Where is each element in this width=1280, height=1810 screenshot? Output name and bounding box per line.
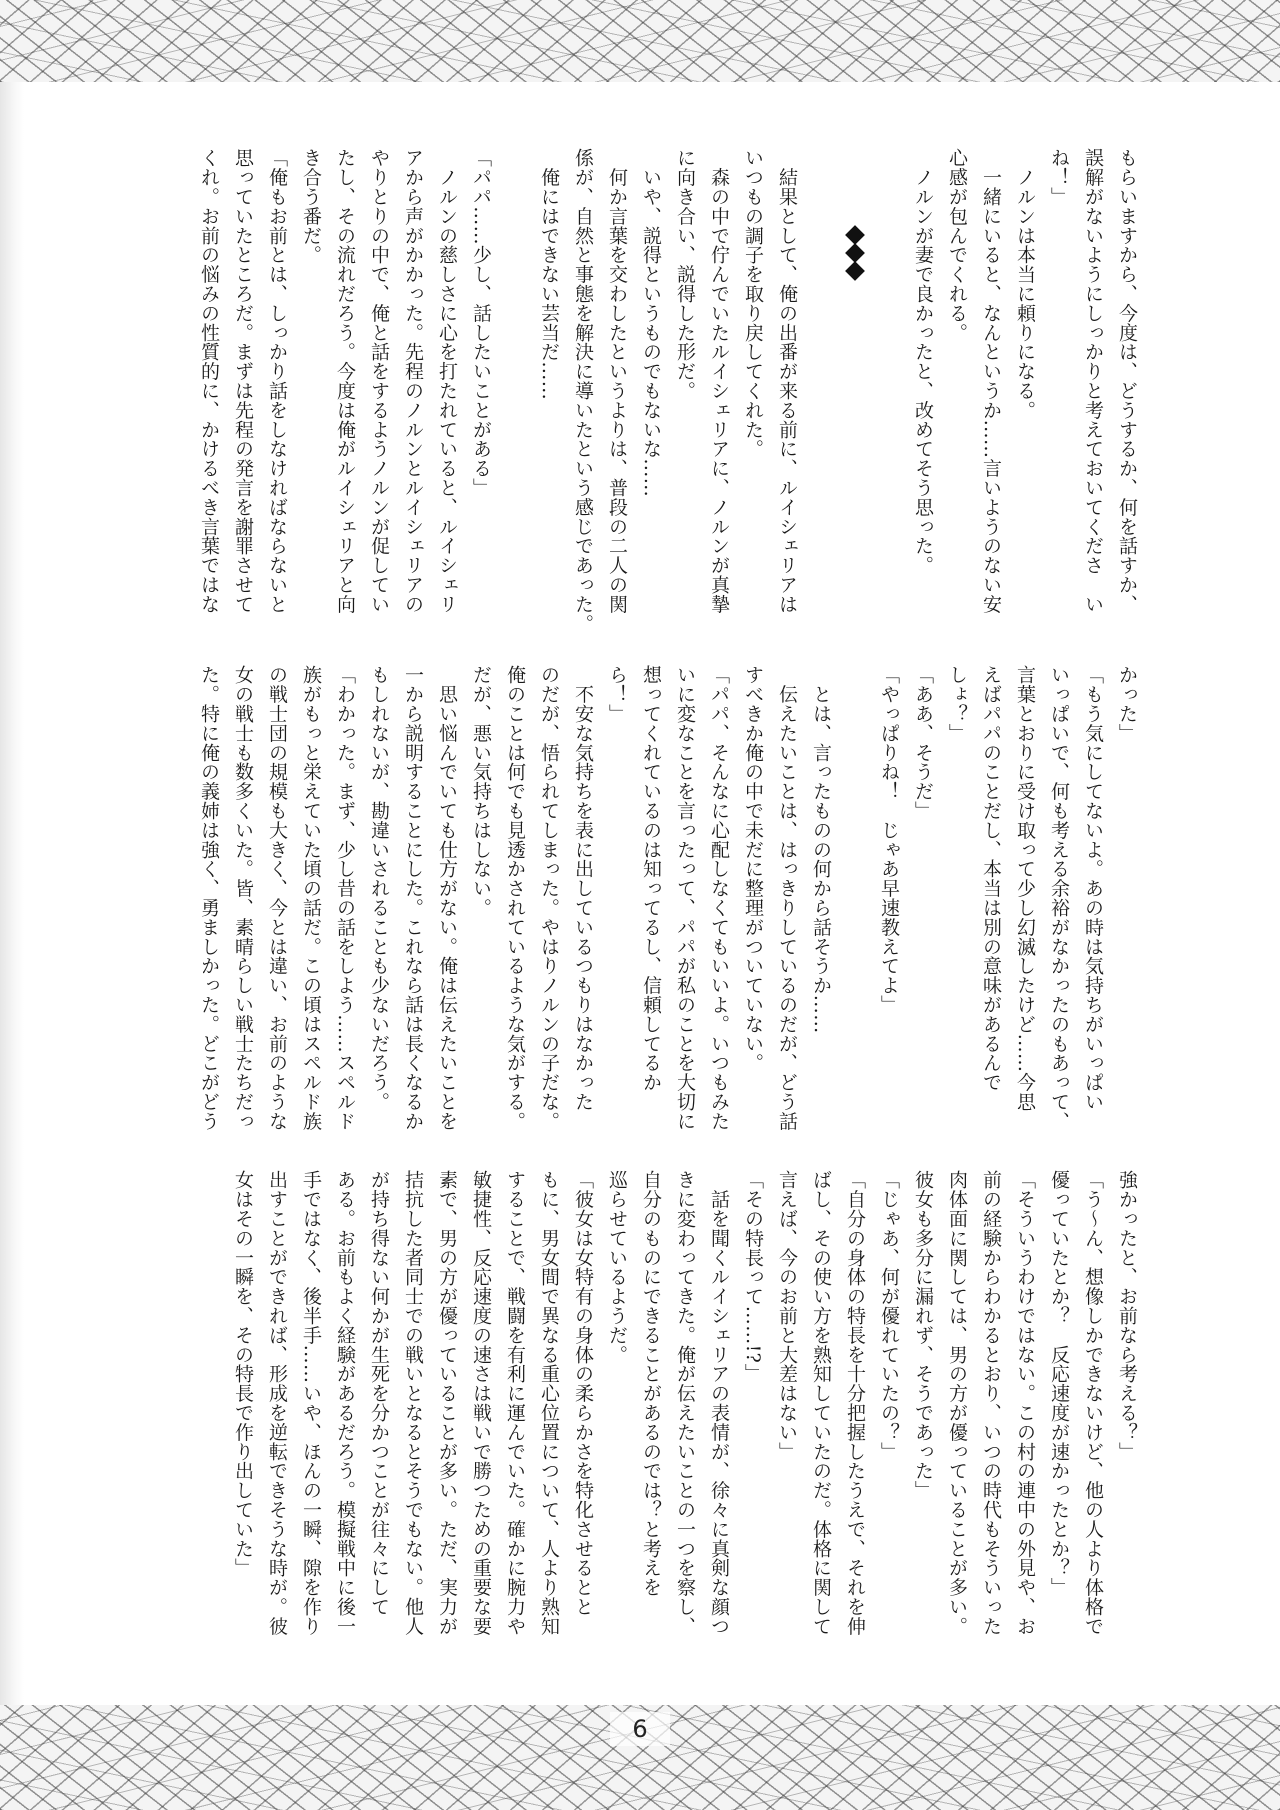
text-line: 「そういうわけではない。この村の連中の外見や、お — [1014, 1170, 1036, 1636]
diamond-icon — [845, 225, 865, 245]
text-line: 言葉とおりに受け取って少し幻滅したけど……今思 — [1014, 665, 1036, 1112]
text-line: 一から説明することにした。これなら話は長くなるか — [402, 665, 424, 1131]
text-line: たし、その流れだろう。今度は俺がルイシェリアと向 — [334, 148, 356, 614]
text-line: 「ああ、そうだ」 — [912, 665, 934, 821]
text-line: 「もう気にしてないよ。あの時は気持ちがいっぱい — [1082, 665, 1104, 1112]
text-line: ら！」 — [606, 665, 628, 724]
text-line: 伝えたいことは、はっきりしているのだが、どう話 — [776, 665, 798, 1131]
text-line: 女はその一瞬を、その特長で作り出していた」 — [232, 1170, 254, 1578]
text-line: ノルンは本当に頼りになる。 — [1014, 148, 1036, 420]
text-line: 「彼女は女特有の身体の柔らかさを特化させるとと — [572, 1170, 594, 1617]
section-break-ornament — [842, 148, 868, 648]
text-tier-3 — [150, 1170, 1140, 1685]
text-line: 係が、自然と事態を解決に導いたという感じであった。 — [572, 148, 594, 633]
text-line: の戦士団の規模も大きく、今とは違い、お前のような — [266, 665, 288, 1131]
text-line: 思い悩んでいても仕方がない。俺は伝えたいことを — [436, 665, 458, 1131]
text-line: しょ？」 — [946, 665, 968, 743]
text-line: 想ってくれているのは知ってるし、信頼してるか — [640, 665, 662, 1092]
page-binding-shadow — [0, 0, 24, 1810]
text-line: くれ。お前の悩みの性質的に、かけるべき言葉ではな — [198, 148, 220, 614]
text-line: 話を聞くルイシェリアの表情が、徐々に真剣な顔つ — [708, 1170, 730, 1636]
text-line: 前の経験からわかるとおり、いつの時代もそういった — [980, 1170, 1002, 1636]
text-line: とは、言ったものの何から話そうか…… — [810, 665, 832, 1034]
text-line: いつもの調子を取り戻してくれた。 — [742, 148, 764, 459]
text-line: 出すことができれば、形成を逆転できそうな時が。彼 — [266, 1170, 288, 1636]
text-line: 森の中で佇んでいたルイシェリアに、ノルンが真摯 — [708, 148, 730, 614]
text-line: が持ち得ない何かが生死を分かつことが往々にして — [368, 1170, 390, 1617]
text-line: き合う番だ。 — [300, 148, 322, 265]
text-line: いっぱいで、何も考える余裕がなかったのもあって、 — [1048, 665, 1070, 1131]
text-tier-2 — [150, 665, 1140, 1135]
text-line: 肉体面に関しては、男の方が優っていることが多い。 — [946, 1170, 968, 1636]
text-line: 「わかった。まず、少し昔の話をしよう……スペルド — [334, 665, 356, 1131]
text-line: アから声がかかった。先程のノルンとルイシェリアの — [402, 148, 424, 614]
text-line: もらいますから、今度は、どうするか、何を話すか、 — [1116, 148, 1138, 614]
text-line: 「じゃあ、何が優れていたの？」 — [878, 1170, 900, 1461]
text-line: 「やっぱりね！ じゃあ早速教えてよ」 — [878, 665, 900, 1015]
text-line: 何か言葉を交わしたというよりは、普段の二人の関 — [606, 148, 628, 614]
text-line: ノルンが妻で良かったと、改めてそう思った。 — [912, 148, 934, 575]
text-line: 俺にはできない芸当だ…… — [538, 148, 560, 401]
text-line: 結果として、俺の出番が来る前に、ルイシェリアは — [776, 148, 798, 614]
text-line: 心感が包んでくれる。 — [946, 148, 968, 342]
text-line: えばパパのことだし、本当は別の意味があるんで — [980, 665, 1002, 1092]
text-line: 女の戦士も数多くいた。皆、素晴らしい戦士たちだっ — [232, 665, 254, 1131]
text-line: ね！」 — [1048, 148, 1070, 207]
text-line: 巡らせているようだ。 — [606, 1170, 628, 1364]
text-line: た。特に俺の義姉は強く、勇ましかった。どこがどう — [198, 665, 220, 1131]
text-line: 優っていたとか？ 反応速度が速かったとか？」 — [1048, 1170, 1070, 1597]
top-decorative-band — [0, 0, 1280, 82]
text-line: することで、戦闘を有利に運んでいた。確かに腕力や — [504, 1170, 526, 1636]
text-line: 敏捷性、反応速度の速さは戦いで勝つための重要な要 — [470, 1170, 492, 1636]
text-line: やりとりの中で、俺と話をするようノルンが促してい — [368, 148, 390, 614]
text-line: かった」 — [1116, 665, 1138, 743]
text-line: に向き合い、説得した形だ。 — [674, 148, 696, 401]
text-line: 思っていたところだ。まずは先程の発言を謝罪させて — [232, 148, 254, 614]
text-line: 手ではなく、後半手……いや、ほんの一瞬、隙を作り — [300, 1170, 322, 1636]
text-line: 拮抗した者同士での戦いとなるとそうでもない。他人 — [402, 1170, 424, 1636]
text-line: 強かったと、お前なら考える？」 — [1116, 1170, 1138, 1461]
text-line: 誤解がないようにしっかりと考えておいてくださ い — [1082, 148, 1104, 614]
text-line: 俺のことは何でも見透かされているような気がする。 — [504, 665, 526, 1131]
text-line: だが、悪い気持ちはしない。 — [470, 665, 492, 918]
text-line: 一緒にいると、なんというか……言いようのない安 — [980, 148, 1002, 614]
text-line: 自分のものにできることがあるのでは？と考えを — [640, 1170, 662, 1597]
text-line: すべきか俺の中で未だに整理がついていない。 — [742, 665, 764, 1073]
text-line: もに、男女間で異なる重心位置について、人より熟知 — [538, 1170, 560, 1636]
text-line: 「俺もお前とは、しっかり話をしなければならないと — [266, 148, 288, 614]
text-line: ある。お前もよく経験があるだろう。模擬戦中に後一 — [334, 1170, 356, 1636]
page-number: 6 — [610, 1712, 670, 1746]
text-line: のだが、悟られてしまった。やはりノルンの子だな。 — [538, 665, 560, 1131]
text-line: 不安な気持ちを表に出しているつもりはなかった — [572, 665, 594, 1112]
text-line: きに変わってきた。俺が伝えたいことの一つを察し、 — [674, 1170, 696, 1636]
text-line: 「パパ……少し、話したいことがある」 — [470, 148, 492, 498]
text-line: 族がもっと栄えていた頃の話だ。この頃はスペルド族 — [300, 665, 322, 1131]
text-line: 素で、男の方が優っていることが多い。ただ、実力が — [436, 1170, 458, 1636]
text-line: ノルンの慈しさに心を打たれていると、ルイシェリ — [436, 148, 458, 614]
text-line: 「パパ、そんなに心配しなくてもいいよ。いつもみた — [708, 665, 730, 1131]
text-line: いや、説得というものでもないな…… — [640, 148, 662, 498]
diamond-icon — [845, 243, 865, 263]
diamond-icon — [845, 261, 865, 281]
text-line: 「う〜ん、想像しかできないけど、他の人より体格で — [1082, 1170, 1104, 1636]
text-line: いに変なことを言ったって、パパが私のことを大切に — [674, 665, 696, 1131]
text-line: 彼女も多分に漏れず、そうであった」 — [912, 1170, 934, 1500]
text-tier-1 — [150, 148, 1140, 648]
text-line: もしれないが、勘違いされることも少ないだろう。 — [368, 665, 390, 1112]
text-line: ばし、その使い方を熟知していたのだ。体格に関して — [810, 1170, 832, 1636]
text-line: 言えば、今のお前と大差はない」 — [776, 1170, 798, 1461]
text-line: 「その特長って……!?」 — [742, 1170, 764, 1383]
text-line: 「自分の身体の特長を十分把握したうえで、それを伸 — [844, 1170, 866, 1636]
